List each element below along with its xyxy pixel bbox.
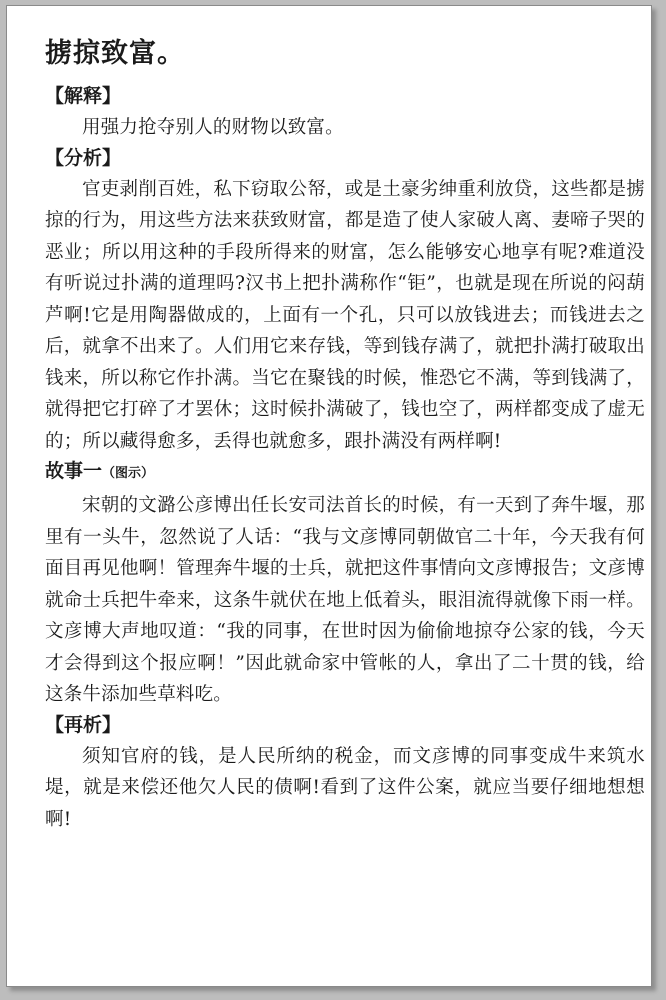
section-heading-reanalysis: 【再析】 <box>45 713 122 736</box>
section-heading-explanation: 【解释】 <box>45 85 122 107</box>
section-heading-story-one <box>45 457 645 488</box>
page-frame <box>6 5 652 987</box>
story-one-note: （图示） <box>102 466 155 481</box>
page-title: 掳掠致富。 <box>45 38 185 69</box>
document-body <box>45 34 645 835</box>
story-one-title: 故事一 <box>45 460 103 482</box>
explanation-paragraph: 用强力抢夺别人的财物以致富。 <box>82 117 344 138</box>
story-paragraph: 宋朝的文潞公彦博出任长安司法首长的时候，有一天到了奔牛堰，那里有一头牛，忽然说了人话：“我与文彦博同朝做官二十年，今天我有何面目再见他啊！管理奔牛堰的士兵，就把这件事情向文彦博报告；文彦博就命士兵把牛牵来，这条牛就伏在地上低着头，眼泪流得就像下雨一样。文彦博大声地叹道：“我的同事，在世时因为偷偷地掠夺公家的钱，今天才会得到这个报应啊！”因此就命家中管帐的人，拿出了二十贯的钱，给这条牛添加些草料吃。 <box>45 495 645 705</box>
section-heading-analysis: 【分析】 <box>45 146 122 169</box>
reanalysis-paragraph: 须知官府的钱，是人民所纳的税金，而文彦博的同事变成牛来筑水堤，就是来偿还他欠人民的债啊!看到了这件公案，就应当要仔细地想想啊! <box>45 745 645 830</box>
analysis-paragraph: 官吏剥削百姓，私下窃取公帑，或是土豪劣绅重利放贷，这些都是掳掠的行为，用这些方法来获致财富，都是造了使人家破人离、妻啼子哭的恶业；所以用这种的手段所得来的财富，怎么能够安心地享有呢?难道没有听说过扑满的道理吗?汉书上把扑满称作“钜”，也就是现在所说的闷葫芦啊!它是用陶器做成的，上面有一个孔，只可以放钱进去；而钱进去之后，就拿不出来了。人们用它来存钱，等到钱存满了，就把扑满打破取出钱来，所以称它作扑满。当它在聚钱的时候，惟恐它不满，等到钱满了，就得把它打碎了才罢休；这时候扑满破了，钱也空了，两样都变成了虚无的；所以藏得愈多，丢得也就愈多，跟扑满没有两样啊! <box>45 178 645 452</box>
